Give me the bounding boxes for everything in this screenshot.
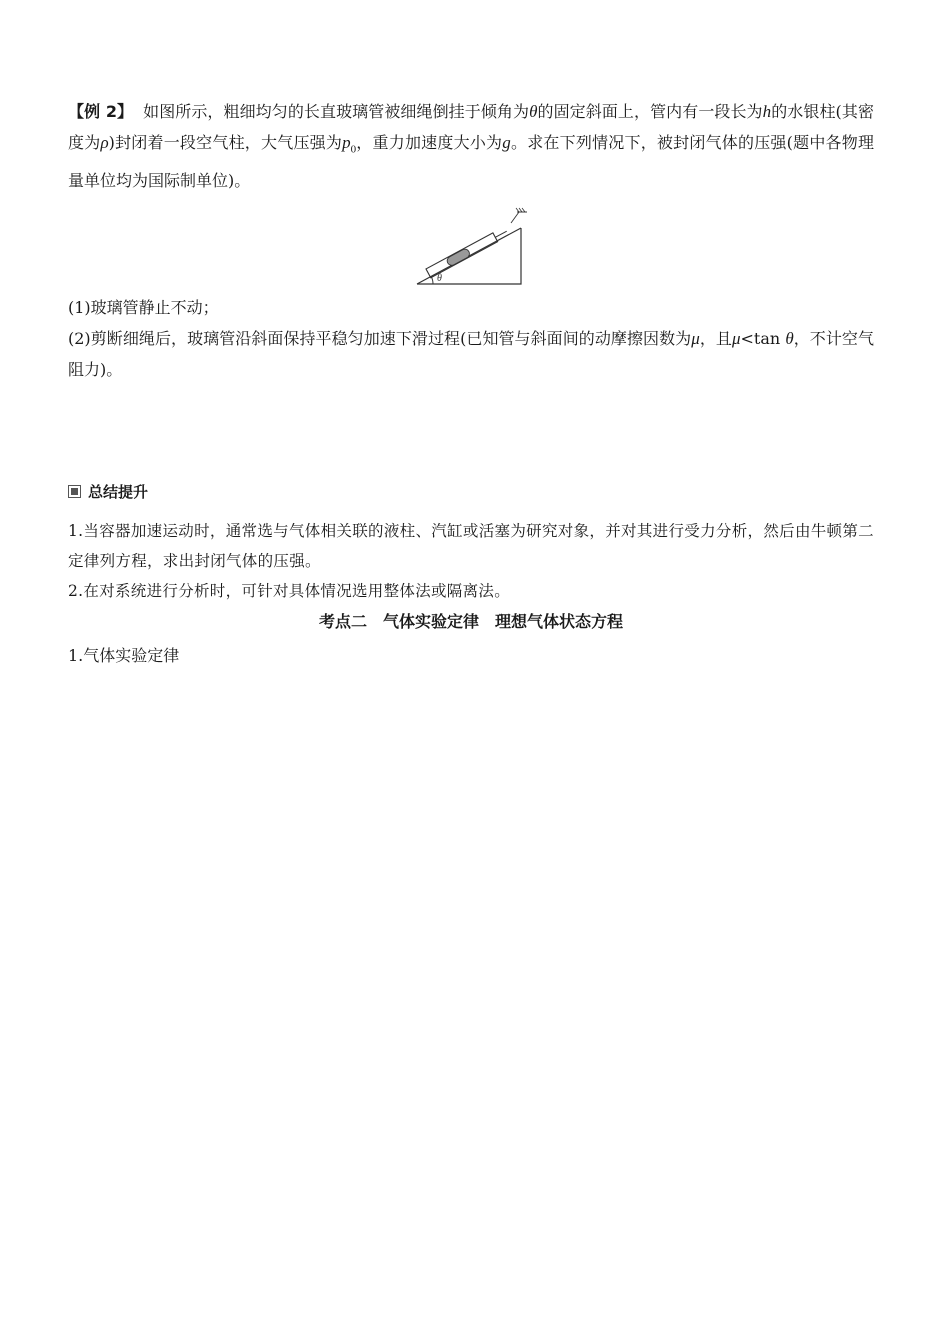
page-content: [68, 96, 874, 671]
angle-label: θ: [437, 273, 442, 285]
rho-symbol: ρ: [100, 133, 109, 152]
g-symbol: g: [502, 133, 511, 152]
square-bullet-icon: [68, 485, 81, 498]
incline-diagram: [413, 206, 529, 288]
mu-symbol: μ: [691, 329, 700, 349]
example-tag: 【例 2】: [68, 102, 134, 121]
example-2-text: 【例 2】 如图所示，粗细均匀的长直玻璃管被细绳倒挂于倾角为θ的固定斜面上，管内有一段长为h的水银柱(其密度为ρ)封闭着一段空气柱，大气压强为$p_0$，重力加速度大小为g。求在下列情况下，被封闭气体的压强(题中各物理量单位均为国际制单位)。: [68, 102, 874, 191]
incline-tube-figure: [68, 206, 874, 288]
summary-item-1: 1.当容器加速运动时，通常选与气体相关联的液柱、汽缸或活塞为研究对象，并对其进行受力分析，然后由牛顿第二定律列方程，求出封闭气体的压强。: [68, 522, 874, 571]
p0-symbol: $p_0$: [342, 133, 357, 156]
h-symbol: h: [762, 102, 772, 121]
question-2: (2)剪断细绳后，玻璃管沿斜面保持平稳匀加速下滑过程(已知管与斜面间的动摩擦因数为μ，且μ<tan θ，不计空气阻力)。: [68, 329, 874, 380]
summary-heading: 总结提升: [68, 481, 874, 502]
theta-symbol: θ: [529, 102, 538, 121]
summary-list: [68, 516, 874, 606]
section-subheading: 1.气体实验定律: [68, 646, 180, 666]
question-1: (1)玻璃管静止不动；: [68, 298, 219, 318]
summary-item-2: 2.在对系统进行分析时，可针对具体情况选用整体法或隔离法。: [68, 582, 510, 601]
theta-symbol-2: θ: [785, 329, 794, 349]
mu-symbol-2: μ: [731, 329, 741, 349]
section-title: 考点二 气体实验定律 理想气体状态方程: [318, 612, 623, 632]
